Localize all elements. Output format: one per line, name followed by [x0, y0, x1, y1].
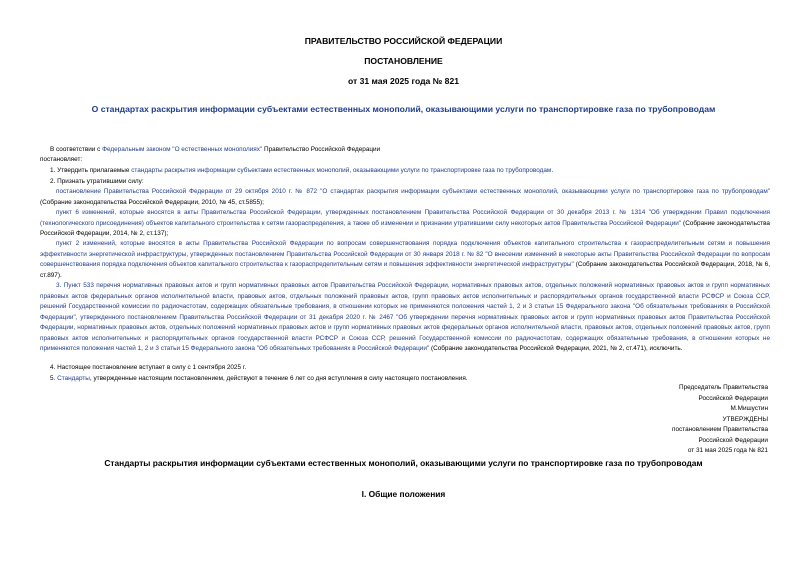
intro-text-pre: В соответствии с: [50, 146, 103, 153]
section-1-title: I. Общие положения: [361, 489, 446, 499]
paragraph-4: 4. Настоящее постановление вступает в силу с 1 сентября 2025 г.: [50, 364, 247, 371]
resolution-82-link[interactable]: пункт 2 изменений, которые вносятся в акты Правительства Российской Федерации по вопросам совершенствования порядка подключения объектов капитального строительства к газораспределительным сетям и повышения эффективности энергетической инфраструктуры, утвержденных постановлением Правительства Российской Федерации от 30 января 2018 г. № 82 "О внесении изменений в некоторые акты Правительства Российской Федерации по вопросам совершенствования порядка подключения объектов капитального строительства к газораспределительным сетям и повышения эффективности энергетической инфраструктуры": [40, 240, 770, 268]
paragraph-2a: [40, 187, 770, 208]
intro-paragraph: [50, 145, 770, 156]
approved-by: постановлением Правительства: [672, 426, 768, 433]
list-item-533-link[interactable]: 3. Пункт 533 перечня нормативных правовых актов и групп нормативных правовых актов Правительства Российской Федерации, нормативных правовых актов, отдельных положений нормативных правовых актов и групп нормативных правовых актов федеральных органов исполнительной власти, правовых актов, отдельных положений правовых актов, групп правовых актов исполнительных и распорядительных органов государственной власти РСФСР и Союза ССР, решений Государственной комиссии по радиочастотам, содержащих обязательные требования, в отношении которых не применяются положения частей 1, 2 и 3 статьи 15 Федерального закона "Об обязательных требованиях в Российской Федерации", утвержденного постановлением Правительства Российской Федерации от 31 декабря 2020 г. № 2467 "Об утверждении перечня нормативных правовых актов и групп нормативных правовых актов Правительства Российской Федерации, нормативных правовых актов, отдельных положений нормативных правовых актов и групп нормативных правовых актов федеральных органов исполнительной власти, правовых актов, отдельных положений правовых актов, групп правовых актов исполнительных и распорядительных органов государственной власти РСФСР и Союза ССР, решений Государственной комиссии по радиочастотам, содержащих обязательные требования, в отношении которых не применяются положения частей 1, 2 и 3 статьи 15 Федерального закона "Об обязательных требованиях в Российской Федерации": [40, 282, 770, 352]
intro-text-post: Правительство Российской Федерации: [262, 146, 381, 153]
decides-text: постановляет:: [40, 156, 83, 163]
p1-text-pre: 1. Утвердить прилагаемые: [50, 167, 132, 174]
signature-position: Председатель Правительства: [679, 384, 768, 391]
resolution-1314-link[interactable]: пункт 6 изменений, которые вносятся в акты Правительства Российской Федерации, утвержденных постановлением Правительства Российской Федерации от 30 декабря 2013 г. № 1314 "Об утверждении Правил подключения (технологического присоединения) объектов капитального строительства к сетям газораспределения, а также об изменении и признании утратившими силу некоторых актов Правительства Российской Федерации": [40, 209, 770, 227]
document-date: от 31 мая 2025 года № 821: [347, 76, 460, 86]
signature-block: [672, 383, 768, 457]
signature-country: Российской Федерации: [698, 394, 768, 402]
standards-short-link[interactable]: Стандарты: [57, 375, 90, 382]
p1-text-post: .: [551, 167, 554, 174]
paragraph-3: [40, 281, 770, 355]
p2a-text-post: (Собрание законодательства Российской Федерации, 2010, № 45, ст.5855);: [40, 198, 264, 206]
p2c-text-post: (Собрание законодательства Российской Федерации, 2018, № 6, ст.897).: [40, 261, 770, 279]
p5-text-post: , утвержденные настоящим постановлением, действуют в течение 6 лет со дня вступления в силу настоящего постановления.: [89, 375, 468, 382]
standards-title: Стандарты раскрытия информации субъектами естественных монополий, оказывающими услуги по транспортировке газа по трубопроводам: [104, 458, 703, 468]
paragraph-5: [50, 374, 770, 385]
approved-date: от 31 мая 2025 года № 821: [687, 447, 768, 454]
p5-text-pre: 5.: [50, 375, 58, 382]
government-heading: ПРАВИТЕЛЬСТВО РОССИЙСКОЙ ФЕДЕРАЦИИ: [304, 36, 503, 46]
resolution-872-link[interactable]: постановление Правительства Российской Федерации от 29 октября 2010 г. № 872 "О стандартах раскрытия информации субъектами естественных монополий, оказывающими услуги по транспортировке газа по трубопроводам": [56, 188, 770, 195]
signature-name: М.Мишустин: [730, 405, 768, 412]
approved-label: УТВЕРЖДЕНЫ: [722, 415, 768, 423]
approved-country: Российской Федерации: [698, 436, 768, 444]
paragraph-1: [50, 166, 770, 177]
paragraph-2c: [40, 239, 770, 281]
paragraph-2: 2. Признать утратившими силу:: [50, 178, 144, 185]
p2b-text-post: (Собрание законодательства Российской Федерации, 2014, № 2, ст.137);: [40, 219, 770, 237]
paragraph-2b: [40, 208, 770, 240]
p3-text-post: (Собрание законодательства Российской Федерации, 2021, № 2, ст.471), исключить.: [429, 345, 683, 352]
document-type: ПОСТАНОВЛЕНИЕ: [364, 56, 443, 66]
federal-law-link[interactable]: Федеральным законом "О естественных монополиях": [102, 146, 263, 153]
document-title: О стандартах раскрытия информации субъектами естественных монополий, оказывающими услуги по транспортировке газа по трубопроводам: [91, 104, 716, 114]
standards-link[interactable]: стандарты раскрытия информации субъектами естественных монополий, оказывающими услуги по транспортировке газа по трубопроводам: [131, 167, 552, 174]
